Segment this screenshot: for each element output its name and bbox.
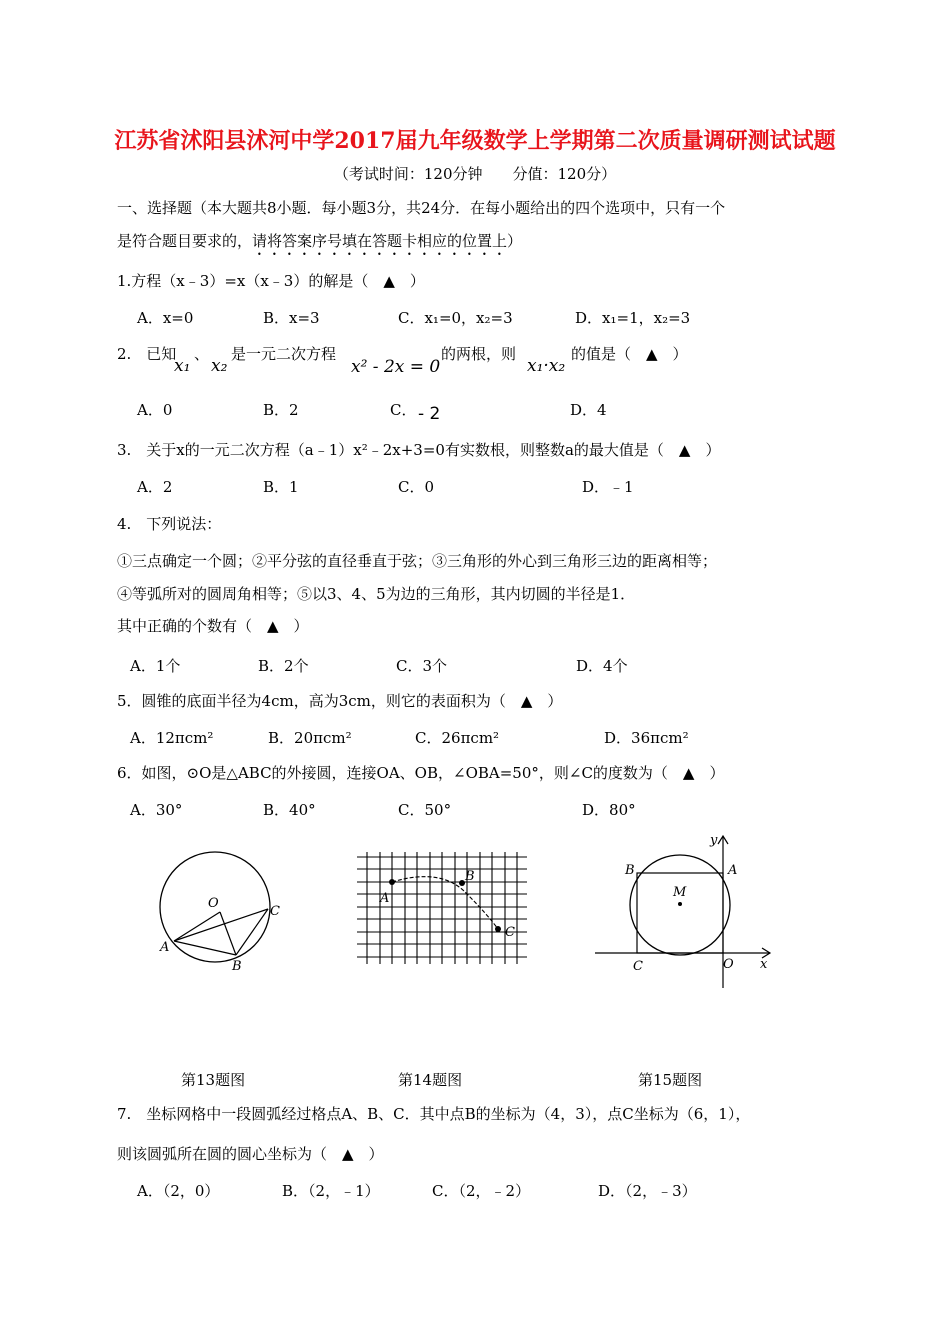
fig14-caption: 第14题图 (398, 1071, 463, 1089)
fig13-chord-ab (174, 941, 236, 955)
q2-product: x₁·x₂ (527, 356, 566, 376)
q4-option-c: C．3个 (396, 657, 448, 675)
q2-x1: x₁ (174, 356, 191, 376)
q4-option-b: B．2个 (258, 657, 309, 675)
q6-option-d: D．80° (582, 801, 636, 819)
q2-option-a: A．0 (137, 401, 173, 419)
q2-x2: x₂ (211, 356, 228, 376)
fig14-arc (392, 877, 498, 929)
q7-option-d: D．（2，﹣3） (598, 1182, 697, 1200)
exam-info: （考试时间：120分钟 分值：120分） (333, 165, 617, 183)
q5-option-c: C．26πcm² (415, 729, 500, 747)
q1-stem: 1.方程（x﹣3）=x（x﹣3）的解是（ ▲ ） (117, 272, 425, 290)
q2-stem-d: 的值是（ ▲ ） (571, 345, 688, 363)
figure-15 (590, 828, 780, 993)
q2-option-b: B．2 (263, 401, 299, 419)
q5-option-a: A．12πcm² (130, 729, 214, 747)
q3-option-b: B．1 (263, 478, 299, 496)
q2-sep: 、 (194, 345, 210, 363)
figure-13 (150, 850, 290, 975)
q7-option-c: C．（2，﹣2） (432, 1182, 531, 1200)
section-header-text: 是符合题目要求的， (117, 232, 253, 250)
fig15-point-m (678, 902, 682, 906)
section-header-line1: 一、选择题（本大题共8小题．每小题3分，共24分．在每小题给出的四个选项中，只有一个 (117, 199, 726, 217)
q3-stem: 3. 关于x的一元二次方程（a﹣1）x²﹣2x+3=0有实数根，则整数a的最大值是（ ▲ ） (117, 441, 721, 459)
q5-option-d: D．36πcm² (604, 729, 689, 747)
fig13-caption: 第13题图 (181, 1071, 246, 1089)
fig13-radius-oa (174, 912, 220, 941)
q4-option-d: D．4个 (576, 657, 628, 675)
fig13-label-c: C (270, 904, 280, 919)
q3-option-d: D．﹣1 (582, 478, 634, 496)
q3-option-a: A．2 (137, 478, 173, 496)
q6-option-b: B．40° (263, 801, 316, 819)
fig14-label-a: A (380, 891, 390, 906)
fig15-label-x: x (760, 957, 768, 972)
page-title: 江苏省沭阳县沭河中学2017届九年级数学上学期第二次质量调研测试试题 (114, 128, 836, 154)
q5-stem: 5．圆锥的底面半径为4cm，高为3cm，则它的表面积为（ ▲ ） (117, 692, 563, 710)
fig13-label-b: B (232, 959, 242, 974)
fig14-label-c: C (505, 925, 515, 940)
fig13-label-o: O (208, 896, 219, 911)
fig14-point-a (389, 879, 395, 885)
fig15-caption: 第15题图 (638, 1071, 703, 1089)
q2-option-c: C． (390, 401, 417, 419)
fig14-point-c (495, 926, 501, 932)
fig15-label-m: M (673, 885, 687, 900)
q1-option-a: A．x=0 (137, 309, 194, 327)
q2-stem-a: 2. 已知 (117, 345, 177, 363)
q4-statement-line1: ①三点确定一个圆；②平分弦的直径垂直于弦；③三角形的外心到三角形三边的距离相等； (117, 552, 718, 570)
q5-option-b: B．20πcm² (268, 729, 352, 747)
q7-option-b: B．（2，﹣1） (282, 1182, 380, 1200)
fig15-label-a: A (728, 863, 738, 878)
fig15-label-b: B (625, 863, 635, 878)
section-header-end: ） (507, 232, 523, 250)
q7-stem-line2: 则该圆弧所在圆的圆心坐标为（ ▲ ） (117, 1145, 384, 1163)
figure-14 (352, 852, 532, 970)
q2-option-c-value: - 2 (418, 404, 441, 424)
q2-equation: x² - 2x = 0 (351, 357, 441, 377)
q7-option-a: A．（2，0） (137, 1182, 220, 1200)
q3-option-c: C．0 (398, 478, 435, 496)
q2-stem-b: 是一元二次方程 (231, 345, 337, 363)
fig13-radius-ob (220, 912, 236, 955)
q6-option-c: C．50° (398, 801, 452, 819)
fig13-label-a: A (160, 940, 170, 955)
q6-stem: 6．如图，⊙O是△ABC的外接圆，连接OA、OB，∠OBA=50°，则∠C的度数为（ ▲ ） (117, 764, 725, 782)
fig15-label-o: O (723, 957, 734, 972)
section-header-line2 (117, 231, 522, 259)
q1-option-d: D．x₁=1，x₂=3 (575, 309, 691, 327)
q6-option-a: A．30° (130, 801, 183, 819)
q4-statement-line2: ④等弧所对的圆周角相等；⑤以3、4、5为边的三角形，其内切圆的半径是1． (117, 585, 636, 603)
q4-stem: 4. 下列说法： (117, 515, 222, 533)
fig15-label-c: C (633, 959, 643, 974)
q1-option-c: C．x₁=0，x₂=3 (398, 309, 513, 327)
q1-option-b: B．x=3 (263, 309, 320, 327)
fig14-grid (357, 852, 527, 964)
q2-option-d: D．4 (570, 401, 607, 419)
section-header-emphasis: 请将答案序号填在答题卡相应的位置上 (252, 232, 508, 250)
q4-question: 其中正确的个数有（ ▲ ） (117, 617, 309, 635)
q7-stem-line1: 7. 坐标网格中一段圆弧经过格点A、B、C．其中点B的坐标为（4，3），点C坐标为（6，1）， (117, 1105, 751, 1123)
q4-option-a: A．1个 (130, 657, 181, 675)
fig15-label-y: y (710, 833, 718, 848)
q2-stem-c: 的两根，则 (441, 345, 517, 363)
fig14-label-b: B (465, 869, 475, 884)
